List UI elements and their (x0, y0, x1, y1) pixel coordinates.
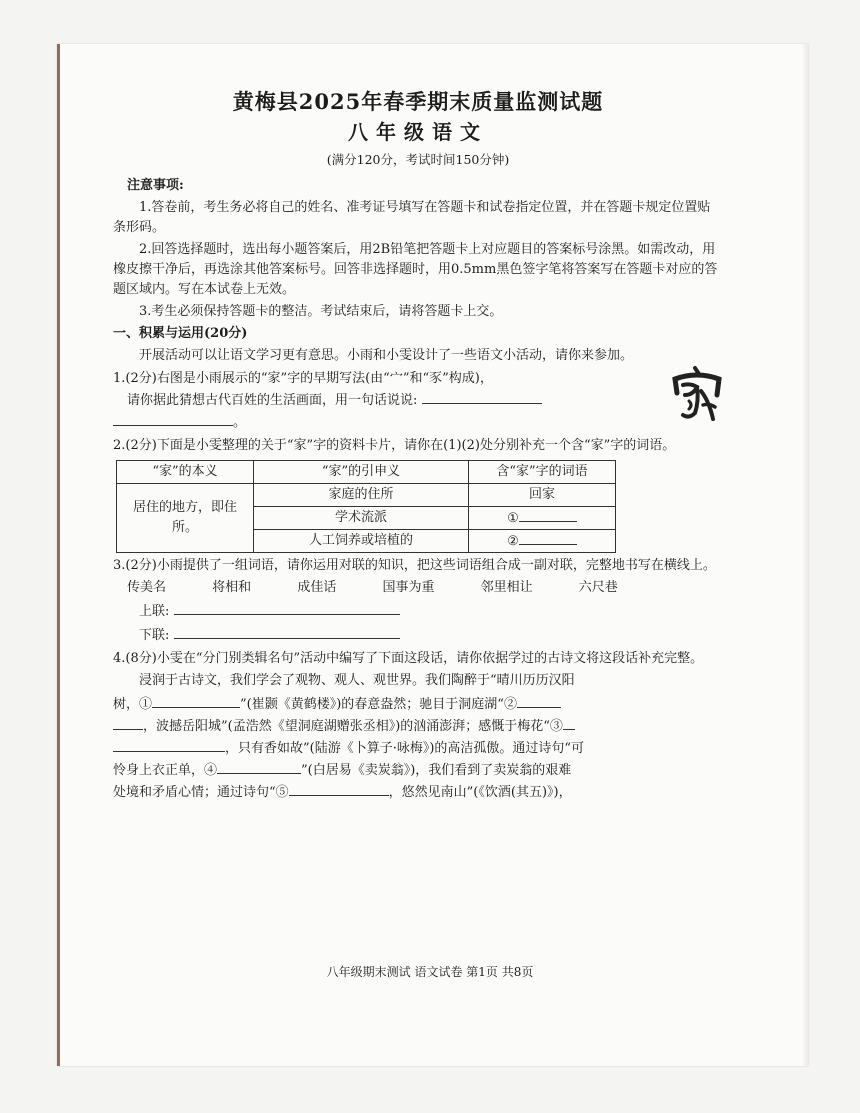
word-list (113, 578, 723, 598)
word-item: 成佳话 (297, 580, 337, 595)
original-meaning-cell: 居住的地方，即住所。 (117, 484, 254, 553)
jia-reference-table (116, 460, 616, 553)
section-intro: 开展活动可以让语文学习更有意思。小雨和小雯设计了一些语文小活动，请你来参加。 (139, 348, 634, 363)
answer-blank (113, 715, 143, 730)
word-item: 将相和 (212, 580, 252, 595)
word-item: 国事为重 (382, 580, 435, 595)
question-3: 3.(2分)小雨提供了一组词语，请你运用对联的知识，把这些词语组合成一副对联，完整地书写在横线上。 (113, 558, 716, 573)
notice-item: 2.回答选择题时，选出每小题答案后，用2B铅笔把答题卡上对应题目的答案标号涂黑。如需改动，用橡皮擦干净后，再选涂其他答案标号。回答非选择题时，用0.5mm黑色签字笔将答案写在答题卡对应的答题区域内。写在本试卷上无效。 (113, 242, 718, 297)
ancient-jia-character-icon (669, 365, 725, 427)
document-body (113, 89, 723, 803)
answer-blank (174, 624, 400, 639)
answer-blank (174, 600, 400, 615)
question-4: 4.(8分)小雯在“分门别类辑名句”活动中编写了下面这段话，请你依据学过的古诗文将这段话补充完整。 (113, 651, 704, 666)
answer-blank (563, 715, 575, 730)
q4-line: 树，① ”(崔颢《黄鹤楼》)的春意盎然；驰目于洞庭湖“② (113, 693, 723, 715)
question-2: 2.(2分)下面是小雯整理的关于“家”字的资料卡片，请你在(1)(2)处分别补充一个含“家”字的词语。 (113, 438, 676, 453)
notice-item: 3.考生必须保持答题卡的整洁。考试结束后，请将答题卡上交。 (139, 304, 503, 319)
q1-prompt: 请你据此猜想古代百姓的生活画面，用一句话说说: (127, 393, 418, 408)
table-cell: 回家 (469, 484, 616, 507)
answer-blank (517, 693, 561, 708)
table-header: “家”的本义 (117, 461, 254, 484)
q4-line: ，只有香如故”(陆游《卜算子·咏梅》)的高洁孤傲。通过诗句“可 (113, 737, 723, 759)
table-cell: 家庭的住所 (254, 484, 469, 507)
q1-line2 (113, 389, 653, 411)
word-item: 邻里相让 (480, 580, 533, 595)
q4-line: 怜身上衣正单，④ ”(白居易《卖炭翁》)，我们看到了卖炭翁的艰难 (113, 759, 723, 781)
word-item: 传美名 (127, 580, 167, 595)
q4-line: 浸润于古诗文，我们学会了观物、观人、观世界。我们陶醉于“晴川历历汉阳 (139, 673, 575, 688)
answer-blank (289, 781, 389, 796)
notice-heading: 注意事项: (127, 178, 184, 193)
answer-blank (152, 693, 240, 708)
page-footer: 八年级期末测试 语文试卷 第1页 共8页 (326, 965, 534, 979)
answer-blank (217, 759, 301, 774)
q1-line1: 1.(2分)右图是小雨展示的“家”字的早期写法(由“宀”和“豕”构成)， (113, 371, 493, 386)
table-header: “家”的引申义 (254, 461, 469, 484)
section-heading: 一、积累与运用(20分) (113, 326, 248, 341)
table-cell: 学术流派 (254, 507, 469, 530)
exam-meta: (满分120分，考试时间150分钟) (326, 152, 510, 167)
table-cell: ② (469, 530, 616, 553)
q4-line: 处境和矛盾心情；通过诗句“⑤ ，悠然见南山”(《饮酒(其五)》)， (113, 781, 723, 803)
question-1 (113, 369, 723, 433)
answer-blank (113, 411, 233, 426)
answer-blank (422, 389, 542, 404)
answer-blank (519, 530, 577, 545)
upper-couplet-line: 上联: (113, 600, 723, 622)
q4-line: ，波撼岳阳城”(孟浩然《望洞庭湖赠张丞相》)的汹涌澎湃；感慨于梅花“③ (113, 715, 723, 737)
table-header: 含“家”字的词语 (469, 461, 616, 484)
q1-line3: 。 (113, 411, 653, 433)
answer-blank (519, 507, 577, 522)
notice-item: 1.答卷前，考生务必将自己的姓名、准考证号填写在答题卡和试卷指定位置，并在答题卡规定位置贴条形码。 (113, 200, 711, 235)
answer-blank (113, 737, 225, 752)
table-cell: 人工饲养或培植的 (254, 530, 469, 553)
table-cell: ① (469, 507, 616, 530)
lower-couplet-line: 下联: (113, 624, 723, 646)
word-item: 六尺巷 (578, 580, 618, 595)
exam-title: 黄梅县2025年春季期末质量监测试题 (232, 89, 604, 114)
table-row (117, 484, 616, 507)
exam-subject: 八年级语文 (348, 120, 488, 144)
